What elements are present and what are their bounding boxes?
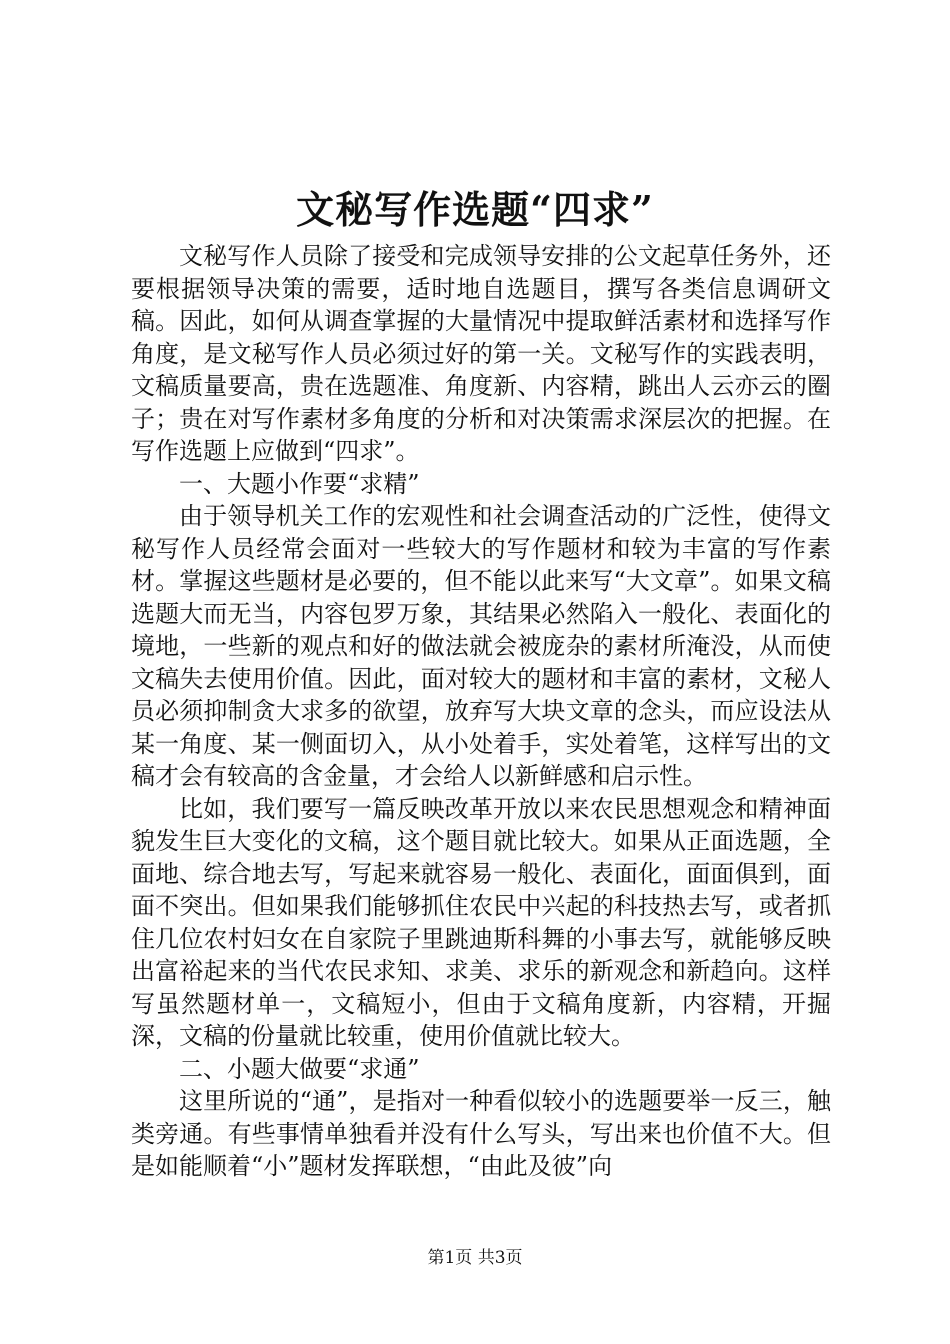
section-heading-2: 二、小题大做要“求通” [179, 1054, 420, 1083]
paragraph-section-1: 由于领导机关工作的宏观性和社会调查活动的广泛性，使得文秘写作人员经常会面对一些较大的写作题材和较为丰富的写作素材。掌握这些题材是必要的，但不能以此来写“大文章”。如果文稿选题大而无当，内容包罗万象，其结果必然陷入一般化、表面化的境地，一些新的观点和好的做法就会被庞杂的素材所淹没，从而使文稿失去使用价值。因此，面对较大的题材和丰富的素材，文秘人员必须抑制贪大求多的欲望，放弃写大块文章的念头，而应设法从某一角度、某一侧面切入，从小处着手，实处着笔，这样写出的文稿才会有较高的含金量，才会给人以新鲜感和启示性。 [131, 502, 831, 790]
paragraph-intro: 文秘写作人员除了接受和完成领导安排的公文起草任务外，还要根据领导决策的需要，适时地自选题目，撰写各类信息调研文稿。因此，如何从调查掌握的大量情况中提取鲜活素材和选择写作角度，是文秘写作人员必须过好的第一关。文秘写作的实践表明，文稿质量要高，贵在选题准、角度新、内容精，跳出人云亦云的圈子；贵在对写作素材多角度的分析和对决策需求深层次的把握。在写作选题上应做到“四求”。 [131, 242, 831, 465]
document-body [131, 240, 831, 1183]
paragraph-example: 比如，我们要写一篇反映改革开放以来农民思想观念和精神面貌发生巨大变化的文稿，这个题目就比较大。如果从正面选题，全面地、综合地去写，写起来就容易一般化、表面化，面面俱到，面面不突出。但如果我们能够抓住农民中兴起的科技热去写，或者抓住几位农村妇女在自家院子里跳迪斯科舞的小事去写，就能够反映出富裕起来的当代农民求知、求美、求乐的新观念和新趋向。这样写虽然题材单一，文稿短小，但由于文稿角度新，内容精，开掘深，文稿的份量就比较重，使用价值就比较大。 [131, 794, 831, 1050]
paragraph-section-2: 这里所说的“通”，是指对一种看似较小的选题要举一反三，触类旁通。有些事情单独看并没有什么写头，写出来也价值不大。但是如能顺着“小”题材发挥联想，“由此及彼”向 [131, 1087, 831, 1180]
section-heading-1: 一、大题小作要“求精” [179, 469, 420, 498]
page-footer: 第1页 共3页 [427, 1248, 523, 1268]
document-title: 文秘写作选题“四求” [296, 187, 654, 232]
